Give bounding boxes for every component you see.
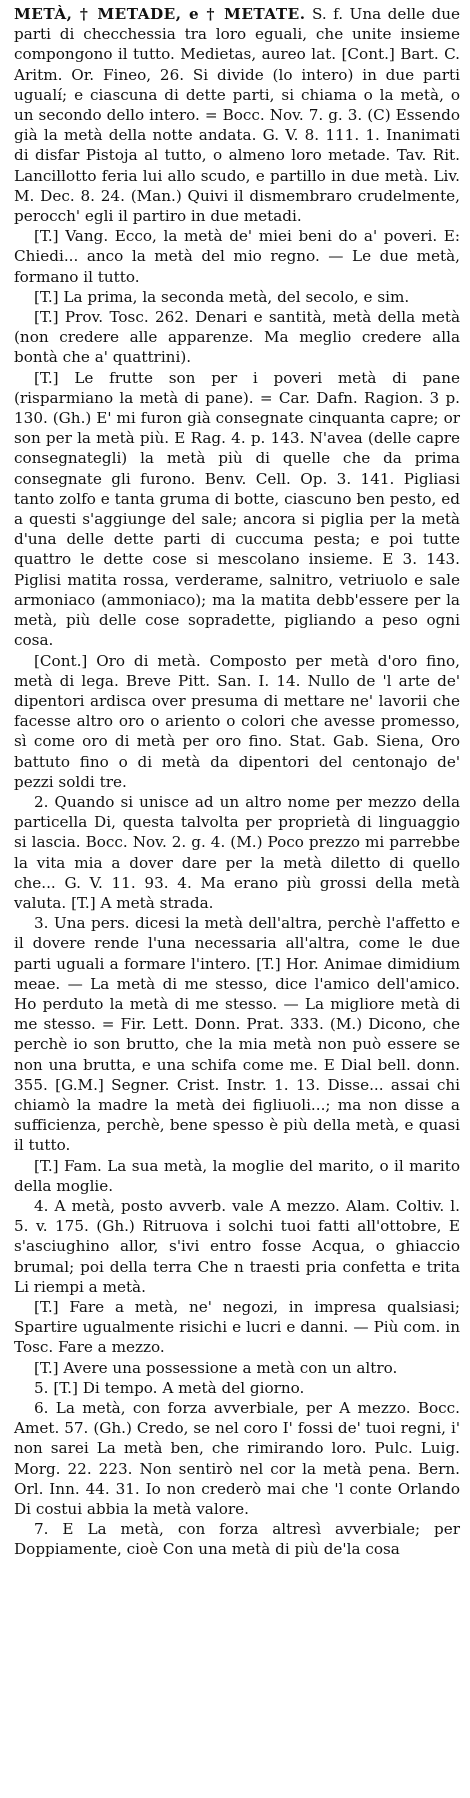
entry-headword: METÀ, † METADE, e † METATE. [14, 5, 306, 23]
entry-first-paragraph [14, 4, 460, 226]
sense-paragraph-10: [T.] Fare a metà, ne' negozi, in impresa qualsiasi; Spartire ugualmente risichi e lucri e danni. — Più com. in Tosc. Fare a mezzo. [14, 1298, 460, 1357]
sense-paragraph-9: 4. A metà, posto avverb. vale A mezzo. Alam. Coltiv. l. 5. v. 175. (Gh.) Ritruova i solchi tuoi fatti all'ottobre, E s'asciughino allor, s'ivi entro fosse Acqua, o ghiaccio brumal; poi della terra Che n traesti pria confetta e trita Li riempi a metà. [14, 1196, 460, 1296]
sense-paragraph-14: 7. E La metà, con forza altresì avverbiale; per Doppiamente, cioè Con una metà di più de'la cosa [14, 1520, 460, 1559]
sense-paragraph-7: 3. Una pers. dicesi la metà dell'altra, perchè l'affetto e il dovere rende l'una necessaria all'altra, come le due parti uguali a formare l'intero. [T.] Hor. Animae dimidium meae. — La metà di me stesso, dice l'amico dell'amico. Ho perduto la metà di me stesso. — La migliore metà di me stesso. = Fir. Lett. Donn. Prat. 333. (M.) Dicono, che perchè io son brutto, che la mia metà non può essere se non una brutta, e una schifa come me. E Dial bell. donn. 355. [G.M.] Segner. Crist. Instr. 1. 13. Disse... assai chi chiamò la madre la metà dei figliuoli...; ma non disse a sufficienza, perchè, bene spesso è più della metà, e quasi il tutto. [14, 914, 460, 1155]
sense-paragraph-1: [T.] Vang. Ecco, la metà de' miei beni do a' poveri. E: Chiedi... anco la metà del mio regno. — Le due metà, formano il tutto. [14, 227, 460, 286]
sense-paragraph-13: 6. La metà, con forza avverbiale, per A mezzo. Bocc. Amet. 57. (Gh.) Credo, se nel coro I' fossi de' tuoi regni, i' non sarei La metà ben, che rimirando loro. Pulc. Luig. Morg. 22. 223. Non sentirò nel cor la metà pena. Bern. Orl. Inn. 44. 31. Io non crederò mai che 'l conte Orlando Di costui abbia la metà valore. [14, 1399, 460, 1519]
sense-paragraph-12: 5. [T.] Di tempo. A metà del giorno. [34, 1378, 305, 1397]
sense-paragraph-11: [T.] Avere una possessione a metà con un altro. [34, 1358, 398, 1377]
sense-paragraph-4: [T.] Le frutte son per i poveri metà di pane (risparmiano la metà di pane). = Car. Dafn. Ragion. 3 p. 130. (Gh.) E' mi furon già consegnate cinquanta capre; or son per la metà più. E Rag. 4. p. 143. N'avea (delle capre consegnategli) la metà più di quelle che da prima consegnate gli furono. Benv. Cell. Op. 3. 141. Pigliasi tanto zolfo e tanta gruma di botte, ciascuno ben pesto, ed a questi s'aggiunge del sale; ancora si piglia per la metà d'una delle dette parti di cuccuma pesta; e poi tutte quattro le dette cose si mescolano insieme. E 3. 143. Piglisi matita rossa, verderame, salnitro, vetriuolo e sale armoniaco (ammoniaco); ma la matita debb'essere per la metà, più delle cose sopradette, pigliando a peso ogni cosa. [14, 368, 460, 650]
sense-paragraph-6: 2. Quando si unisce ad un altro nome per mezzo della particella Di, questa talvolta per proprietà di linguaggio si lascia. Bocc. Nov. 2. g. 4. (M.) Poco prezzo mi parrebbe la vita mia a dover dare per la metà diletto di quello che... G. V. 11. 93. 4. Ma erano più grossi della metà valuta. [T.] A metà strada. [14, 792, 460, 912]
sense-paragraph-2: [T.] La prima, la seconda metà, del secolo, e sim. [34, 287, 410, 306]
sense-paragraph-5: [Cont.] Oro di metà. Composto per metà d'oro fino, metà di lega. Breve Pitt. San. I. 14. Nullo de 'l arte de' dipentori ardisca over presuma di mettare ne' lavorii che facesse altro oro o ariento o colori che avesse promesso, sì come oro di metà per oro fino. Stat. Gab. Siena, Oro battuto fino o di metà da dipentori del centonajo de' pezzi soldi tre. [14, 651, 460, 791]
entry-definition: S. f. Una delle due parti di checchessia tra loro eguali, che unite insieme compongono il tutto. Medietas, aureo lat. [Cont.] Bart. C. Aritm. Or. Fineo, 26. Si divide (lo intero) in due parti ugualí; e ciascuna di dette parti, si chiama o la metà, o un secondo dello intero. = Bocc. Nov. 7. g. 3. (C) Essendo già la metà della notte andata. G. V. 8. 111. 1. Inanimati di disfar Pistoja al tutto, o almeno loro metade. Tav. Rit. Lancillotto feria lui allo scudo, e partillo in due metà. Liv. M. Dec. 8. 24. (Man.) Quivi il dismembraro crudelmente, perocch' egli il partiro in due metadi. [14, 5, 460, 226]
sense-paragraph-3: [T.] Prov. Tosc. 262. Denari e santità, metà della metà (non credere alle apparenze. Ma meglio credere alla bontà che a' quattrini). [14, 308, 460, 367]
sense-paragraph-8: [T.] Fam. La sua metà, la moglie del marito, o il marito della moglie. [14, 1156, 460, 1195]
